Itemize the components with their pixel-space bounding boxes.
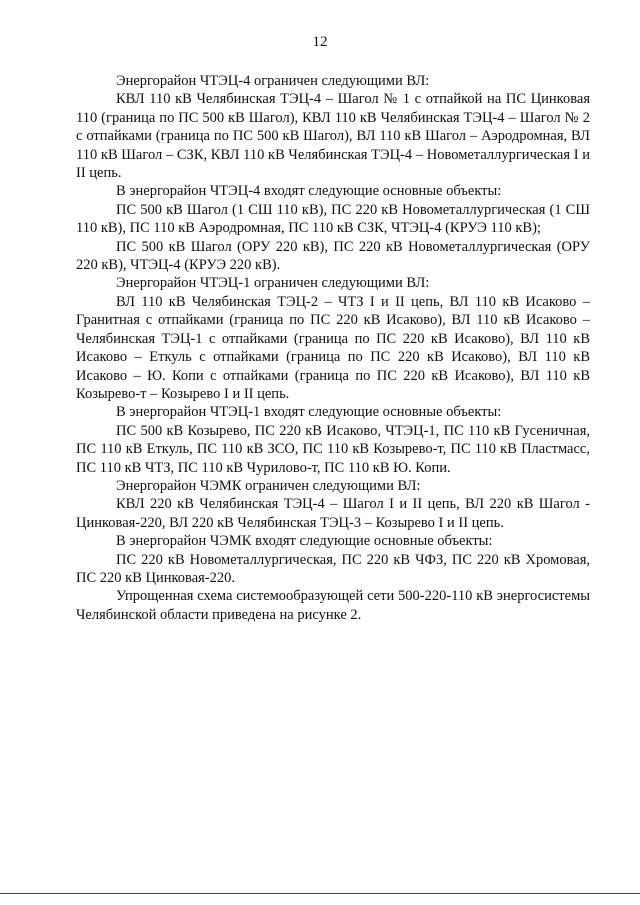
paragraph-chemk-lines-list: КВЛ 220 кВ Челябинская ТЭЦ-4 – Шагол I и II цепь, ВЛ 220 кВ Шагол - Цинковая-220, ВЛ 220 кВ Челябинская ТЭЦ-3 – Козырево I и II цепь. [76, 496, 590, 531]
paragraph-chtec1-objects-list: ПС 500 кВ Козырево, ПС 220 кВ Исаково, ЧТЭЦ-1, ПС 110 кВ Гусеничная, ПС 110 кВ Еткуль, ПС 110 кВ ЗСО, ПС 110 кВ Козырево-т, ПС 110 кВ Пластмасс, ПС 110 кВ ЧТЗ, ПС 110 кВ Чурилово-т, ПС 110 кВ Ю. Копи. [76, 422, 590, 476]
paragraph-chtec4-lines-heading: Энергорайон ЧТЭЦ-4 ограничен следующими ВЛ: [116, 73, 430, 89]
footer-divider [0, 893, 640, 894]
paragraph-chemk-lines-heading: Энергорайон ЧЭМК ограничен следующими ВЛ: [116, 477, 421, 494]
paragraph-chtec1-lines-heading: Энергорайон ЧТЭЦ-1 ограничен следующими ВЛ: [116, 275, 430, 292]
paragraph-chtec1-lines-list: ВЛ 110 кВ Челябинская ТЭЦ-2 – ЧТЗ I и II цепь, ВЛ 110 кВ Исаково – Гранитная с отпайками (граница по ПС 220 кВ Исаково), ВЛ 110 кВ Исаково – Челябинская ТЭЦ-1 с отпайками (граница по ПС 220 кВ Исаково), ВЛ 110 кВ Исаково – Еткуль с отпайками (граница по ПС 220 кВ Исаково), ВЛ 110 кВ Исаково – Ю. Копи с отпайками (граница по ПС 220 кВ Исаково), ВЛ 110 кВ Козырево-т – Козырево I и II цепь. [76, 293, 590, 402]
paragraph-chemk-objects-heading: В энергорайон ЧЭМК входят следующие основные объекты: [116, 533, 493, 550]
paragraph-chtec1-objects-heading: В энергорайон ЧТЭЦ-1 входят следующие основные объекты: [116, 404, 502, 421]
paragraph-chtec4-objects-220: ПС 500 кВ Шагол (ОРУ 220 кВ), ПС 220 кВ Новометаллургическая (ОРУ 220 кВ), ЧТЭЦ-4 (КРУЭ 220 кВ). [76, 238, 590, 274]
paragraph-figure-reference: Упрощенная схема системообразующей сети 500-220-110 кВ энергосистемы Челябинской области приведена на рисунке 2. [76, 588, 590, 623]
page-number: 12 [312, 34, 328, 50]
paragraph-chtec4-objects-heading: В энергорайон ЧТЭЦ-4 входят следующие основные объекты: [116, 183, 502, 200]
paragraph-chtec4-lines-list: КВЛ 110 кВ Челябинская ТЭЦ-4 – Шагол № 1 с отпайкой на ПС Цинковая 110 (граница по ПС 500 кВ Шагол), КВЛ 110 кВ Челябинская ТЭЦ-4 – Шагол № 2 с отпайками (граница по ПС 500 кВ Шагол), ВЛ 110 кВ Шагол – Аэродромная, ВЛ 110 кВ Шагол – СЗК, КВЛ 110 кВ Челябинская ТЭЦ-4 – Новометаллургическая I и II цепь. [76, 91, 590, 182]
document-body [76, 72, 590, 624]
paragraph-chtec4-objects-110: ПС 500 кВ Шагол (1 СШ 110 кВ), ПС 220 кВ Новометаллургическая (1 СШ 110 кВ), ПС 110 кВ Аэродромная, ПС 110 кВ СЗК, ЧТЭЦ-4 (КРУЭ 110 кВ); [76, 201, 590, 237]
paragraph-chemk-objects-list: ПС 220 кВ Новометаллургическая, ПС 220 кВ ЧФЗ, ПС 220 кВ Хромовая, ПС 220 кВ Цинковая-220. [76, 551, 590, 586]
